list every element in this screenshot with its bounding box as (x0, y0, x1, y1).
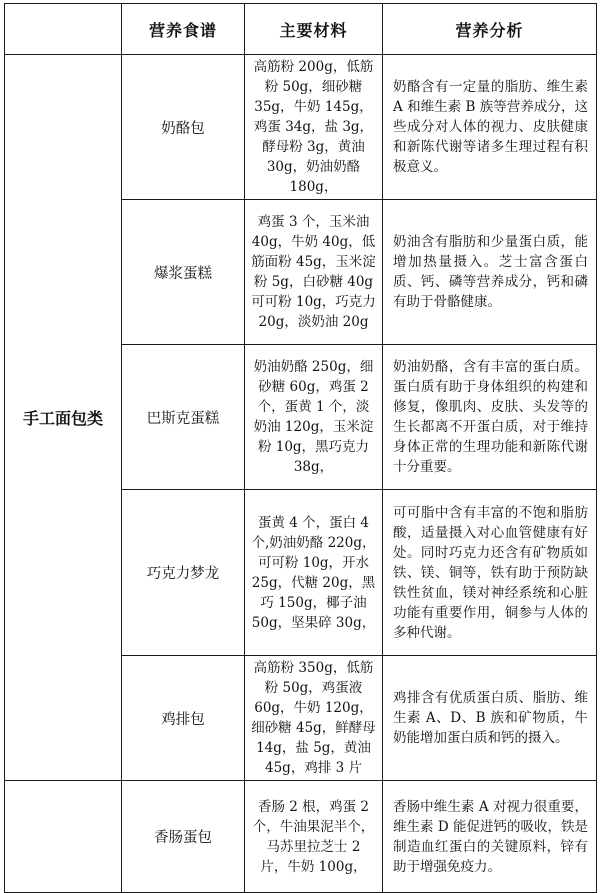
recipe-materials: 高筋粉 350g，低筋粉 50g，鸡蛋液 60g，牛奶 120g，细砂糖 45g，鲜酵母 14g，盐 5g，黄油 45g，鸡排 3 片 (245, 656, 383, 781)
recipe-name: 奶酪包 (122, 55, 245, 200)
header-analysis: 营养分析 (383, 4, 597, 55)
recipe-materials: 香肠 2 根，鸡蛋 2 个，牛油果泥半个，马苏里拉芝士 2 片，牛奶 100g， (245, 781, 383, 893)
recipe-materials: 奶油奶酪 250g，细砂糖 60g，鸡蛋 2 个，蛋黄 1 个，淡奶油 120g，玉米淀粉 10g，黑巧克力 38g， (245, 345, 383, 490)
recipe-analysis: 可可脂中含有丰富的不饱和脂肪酸，适量摄入对心血管健康有好处。同时巧克力还含有矿物质如铁、镁、铜等，铁有助于预防缺铁性贫血，镁对神经系统和心脏功能有重要作用，铜参与人体的多种代谢。 (383, 490, 597, 656)
recipe-analysis: 奶油奶酪，含有丰富的蛋白质。蛋白质有助于身体组织的构建和修复，像肌肉、皮肤、头发等的生长都离不开蛋白质，对于维持身体正常的生理功能和新陈代谢十分重要。 (383, 345, 597, 490)
header-blank (5, 4, 122, 55)
category-cell: 手工面包类 (5, 55, 122, 781)
table-row (5, 781, 597, 893)
header-recipe: 营养食谱 (122, 4, 245, 55)
recipe-name: 香肠蛋包 (122, 781, 245, 893)
recipe-name: 鸡排包 (122, 656, 245, 781)
recipe-analysis: 香肠中维生素 A 对视力很重要，维生素 D 能促进钙的吸收，铁是制造血红蛋白的关键原料，锌有助于增强免疫力。 (383, 781, 597, 893)
nutrition-recipe-table (4, 3, 597, 893)
recipe-materials: 蛋黄 4 个，蛋白 4 个,奶油奶酪 220g，可可粉 10g，开水 25g，代糖 20g，黑巧 150g，椰子油 50g，坚果碎 30g， (245, 490, 383, 656)
recipe-analysis: 奶酪含有一定量的脂肪、维生素 A 和维生素 B 族等营养成分，这些成分对人体的视力、皮肤健康和新陈代谢等诸多生理过程有积极意义。 (383, 55, 597, 200)
header-materials: 主要材料 (245, 4, 383, 55)
recipe-name: 巴斯克蛋糕 (122, 345, 245, 490)
recipe-analysis: 奶油含有脂肪和少量蛋白质，能增加热量摄入。芝士富含蛋白质、钙、磷等营养成分，钙和磷有助于骨骼健康。 (383, 200, 597, 345)
table-row (5, 55, 597, 200)
recipe-materials: 高筋粉 200g，低筋粉 50g，细砂糖 35g，牛奶 145g，鸡蛋 34g，盐 3g，酵母粉 3g，黄油 30g，奶油奶酪 180g， (245, 55, 383, 200)
recipe-materials: 鸡蛋 3 个，玉米油 40g，牛奶 40g，低筋面粉 45g，玉米淀粉 5g，白砂糖 40g 可可粉 10g，巧克力 20g，淡奶油 20g (245, 200, 383, 345)
recipe-name: 爆浆蛋糕 (122, 200, 245, 345)
recipe-analysis: 鸡排含有优质蛋白质、脂肪、维生素 A、D、B 族和矿物质，牛奶能增加蛋白质和钙的摄入。 (383, 656, 597, 781)
recipe-name: 巧克力梦龙 (122, 490, 245, 656)
table-header-row (5, 4, 597, 55)
category-cell-empty (5, 781, 122, 893)
